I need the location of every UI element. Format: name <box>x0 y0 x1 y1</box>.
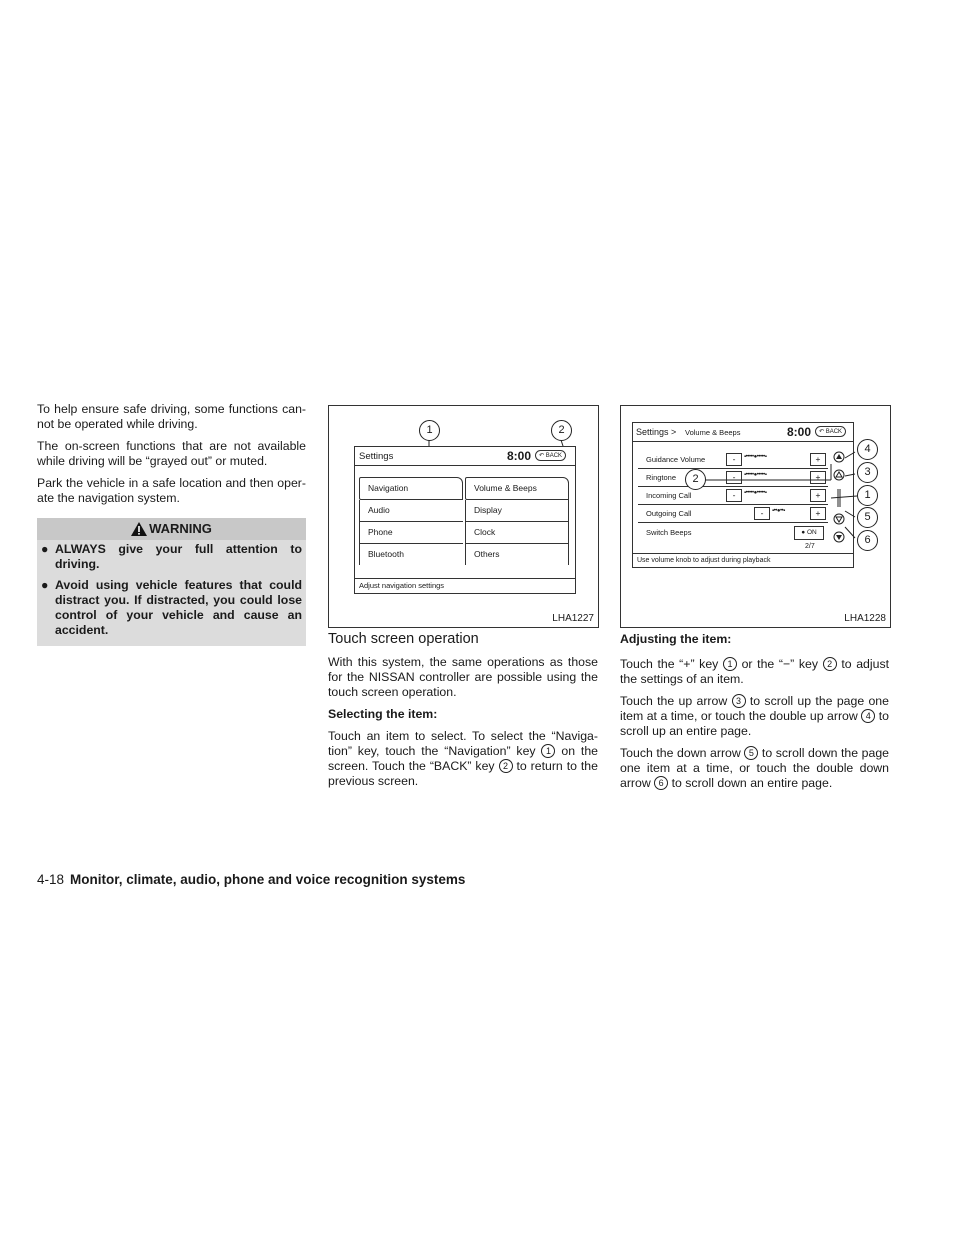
chapter-title: Monitor, climate, audio, phone and voice recognition systems <box>70 872 466 887</box>
volume-level: ▪•••••●•••••▪ <box>744 472 767 478</box>
volume-row: Guidance Volume - ▪•••••●•••••▪ + <box>638 451 828 469</box>
back-button[interactable]: ↶ BACK <box>815 426 846 437</box>
ref-6: 6 <box>654 776 668 790</box>
ref-2: 2 <box>823 657 837 671</box>
intro-paragraph-1: To help ensure safe driving, some functions can-not be operated while driving. <box>37 402 306 431</box>
clock-display: 8:00 <box>787 425 812 439</box>
subheading-adjusting: Adjusting the item: <box>620 632 732 646</box>
volume-row: Outgoing Call - ▪••●••▪ + <box>638 505 828 523</box>
subheading-selecting: Selecting the item: <box>328 707 438 721</box>
plus-button[interactable]: + <box>810 507 826 520</box>
left-column <box>37 402 306 646</box>
figure-volume-screen <box>620 405 891 628</box>
warning-box <box>37 518 306 646</box>
screen-header <box>355 447 575 466</box>
page-number: 4-18 <box>37 872 65 887</box>
page-footer <box>37 872 465 887</box>
figure-label: LHA1227 <box>552 613 594 624</box>
callout-6: 6 <box>857 530 878 551</box>
ref-4: 4 <box>861 709 875 723</box>
minus-button[interactable]: - <box>726 489 742 502</box>
ref-3: 3 <box>732 694 746 708</box>
section-heading: Touch screen operation <box>328 631 479 647</box>
plus-button[interactable]: + <box>810 453 826 466</box>
figure-label: LHA1228 <box>844 613 886 624</box>
minus-button[interactable]: - <box>754 507 770 520</box>
right-paragraph-3: Touch the down arrow 5 to scroll down the page one item at a time, or touch the double down arrow 6 to scroll down an entire page. <box>620 746 889 790</box>
middle-paragraph-1: With this system, the same operations as those for the NISSAN controller are possible using the touch screen operation. <box>328 655 598 699</box>
menu-item-volume-beeps[interactable]: Volume & Beeps <box>465 477 569 500</box>
ref-2: 2 <box>499 759 513 773</box>
status-bar: Use volume knob to adjust during playback <box>633 553 853 567</box>
menu-item-phone[interactable]: Phone <box>359 522 463 544</box>
ref-1: 1 <box>723 657 737 671</box>
switch-beeps-row: Switch Beeps ● ON <box>638 523 828 542</box>
menu-item-bluetooth[interactable]: Bluetooth <box>359 544 463 565</box>
warning-item: ● ALWAYS give your full attention to driving. <box>41 542 302 571</box>
screen-subtitle: Volume & Beeps <box>685 428 741 437</box>
page-indicator: 2/7 <box>805 543 815 550</box>
breadcrumb: Settings > <box>636 427 677 437</box>
callout-3: 3 <box>857 462 878 483</box>
middle-column <box>328 632 598 796</box>
plus-button[interactable]: + <box>810 471 826 484</box>
menu-list-left <box>359 477 463 565</box>
ref-1: 1 <box>541 744 555 758</box>
menu-item-others[interactable]: Others <box>465 544 569 565</box>
right-paragraph-1: Touch the “+” key 1 or the “−” key 2 to adjust the settings of an item. <box>620 657 890 686</box>
switch-beeps-toggle[interactable]: ● ON <box>794 526 824 540</box>
warning-title: WARNING <box>149 521 212 536</box>
figure-settings-screen <box>328 405 599 628</box>
middle-paragraph-2: Touch an item to select. To select the “Naviga-tion” key, touch the “Navigation” key 1 on the screen. Touch the “BACK” key 2 to return to the previous screen. <box>328 729 599 788</box>
volume-level: ▪•••••●•••••▪ <box>744 454 767 460</box>
plus-button[interactable]: + <box>810 489 826 502</box>
clock-display: 8:00 <box>507 449 532 463</box>
menu-item-display[interactable]: Display <box>465 500 569 522</box>
minus-button[interactable]: - <box>726 471 742 484</box>
back-button[interactable]: ↶ BACK <box>535 450 566 461</box>
intro-paragraph-2: The on-screen functions that are not available while driving will be “grayed out” or muted. <box>37 439 306 468</box>
minus-button[interactable]: - <box>726 453 742 466</box>
callout-4: 4 <box>857 439 878 460</box>
menu-item-clock[interactable]: Clock <box>465 522 569 544</box>
warning-header <box>37 518 306 540</box>
menu-list-right <box>465 477 569 565</box>
callout-2: 2 <box>551 420 572 441</box>
intro-paragraph-3: Park the vehicle in a safe location and then oper-ate the navigation system. <box>37 476 306 505</box>
volume-level: ▪•••••●•••••▪ <box>744 490 767 496</box>
warning-triangle-icon <box>131 522 147 536</box>
callout-lines <box>621 406 890 627</box>
callout-2: 2 <box>685 469 706 490</box>
volume-row: Incoming Call - ▪•••••●•••••▪ + <box>638 487 828 505</box>
volume-row: Ringtone - ▪•••••●•••••▪ + <box>638 469 828 487</box>
status-bar: Adjust navigation settings <box>355 578 575 593</box>
right-paragraph-2: Touch the up arrow 3 to scroll up the page one item at a time, or touch the double up arrow 4 to scroll up an entire page. <box>620 694 889 738</box>
warning-item: ● Avoid using vehicle features that could distract you. If distracted, you could lose control of your vehicle and cause an accident. <box>41 578 302 637</box>
menu-item-navigation[interactable]: Navigation <box>359 477 463 500</box>
callout-5: 5 <box>857 507 878 528</box>
volume-level: ▪••●••▪ <box>772 508 785 514</box>
menu-item-audio[interactable]: Audio <box>359 500 463 522</box>
callout-1: 1 <box>857 485 878 506</box>
settings-screen <box>354 446 576 594</box>
screen-title: Settings <box>359 451 394 462</box>
callout-1: 1 <box>419 420 440 441</box>
right-column <box>620 632 889 798</box>
ref-5: 5 <box>744 746 758 760</box>
